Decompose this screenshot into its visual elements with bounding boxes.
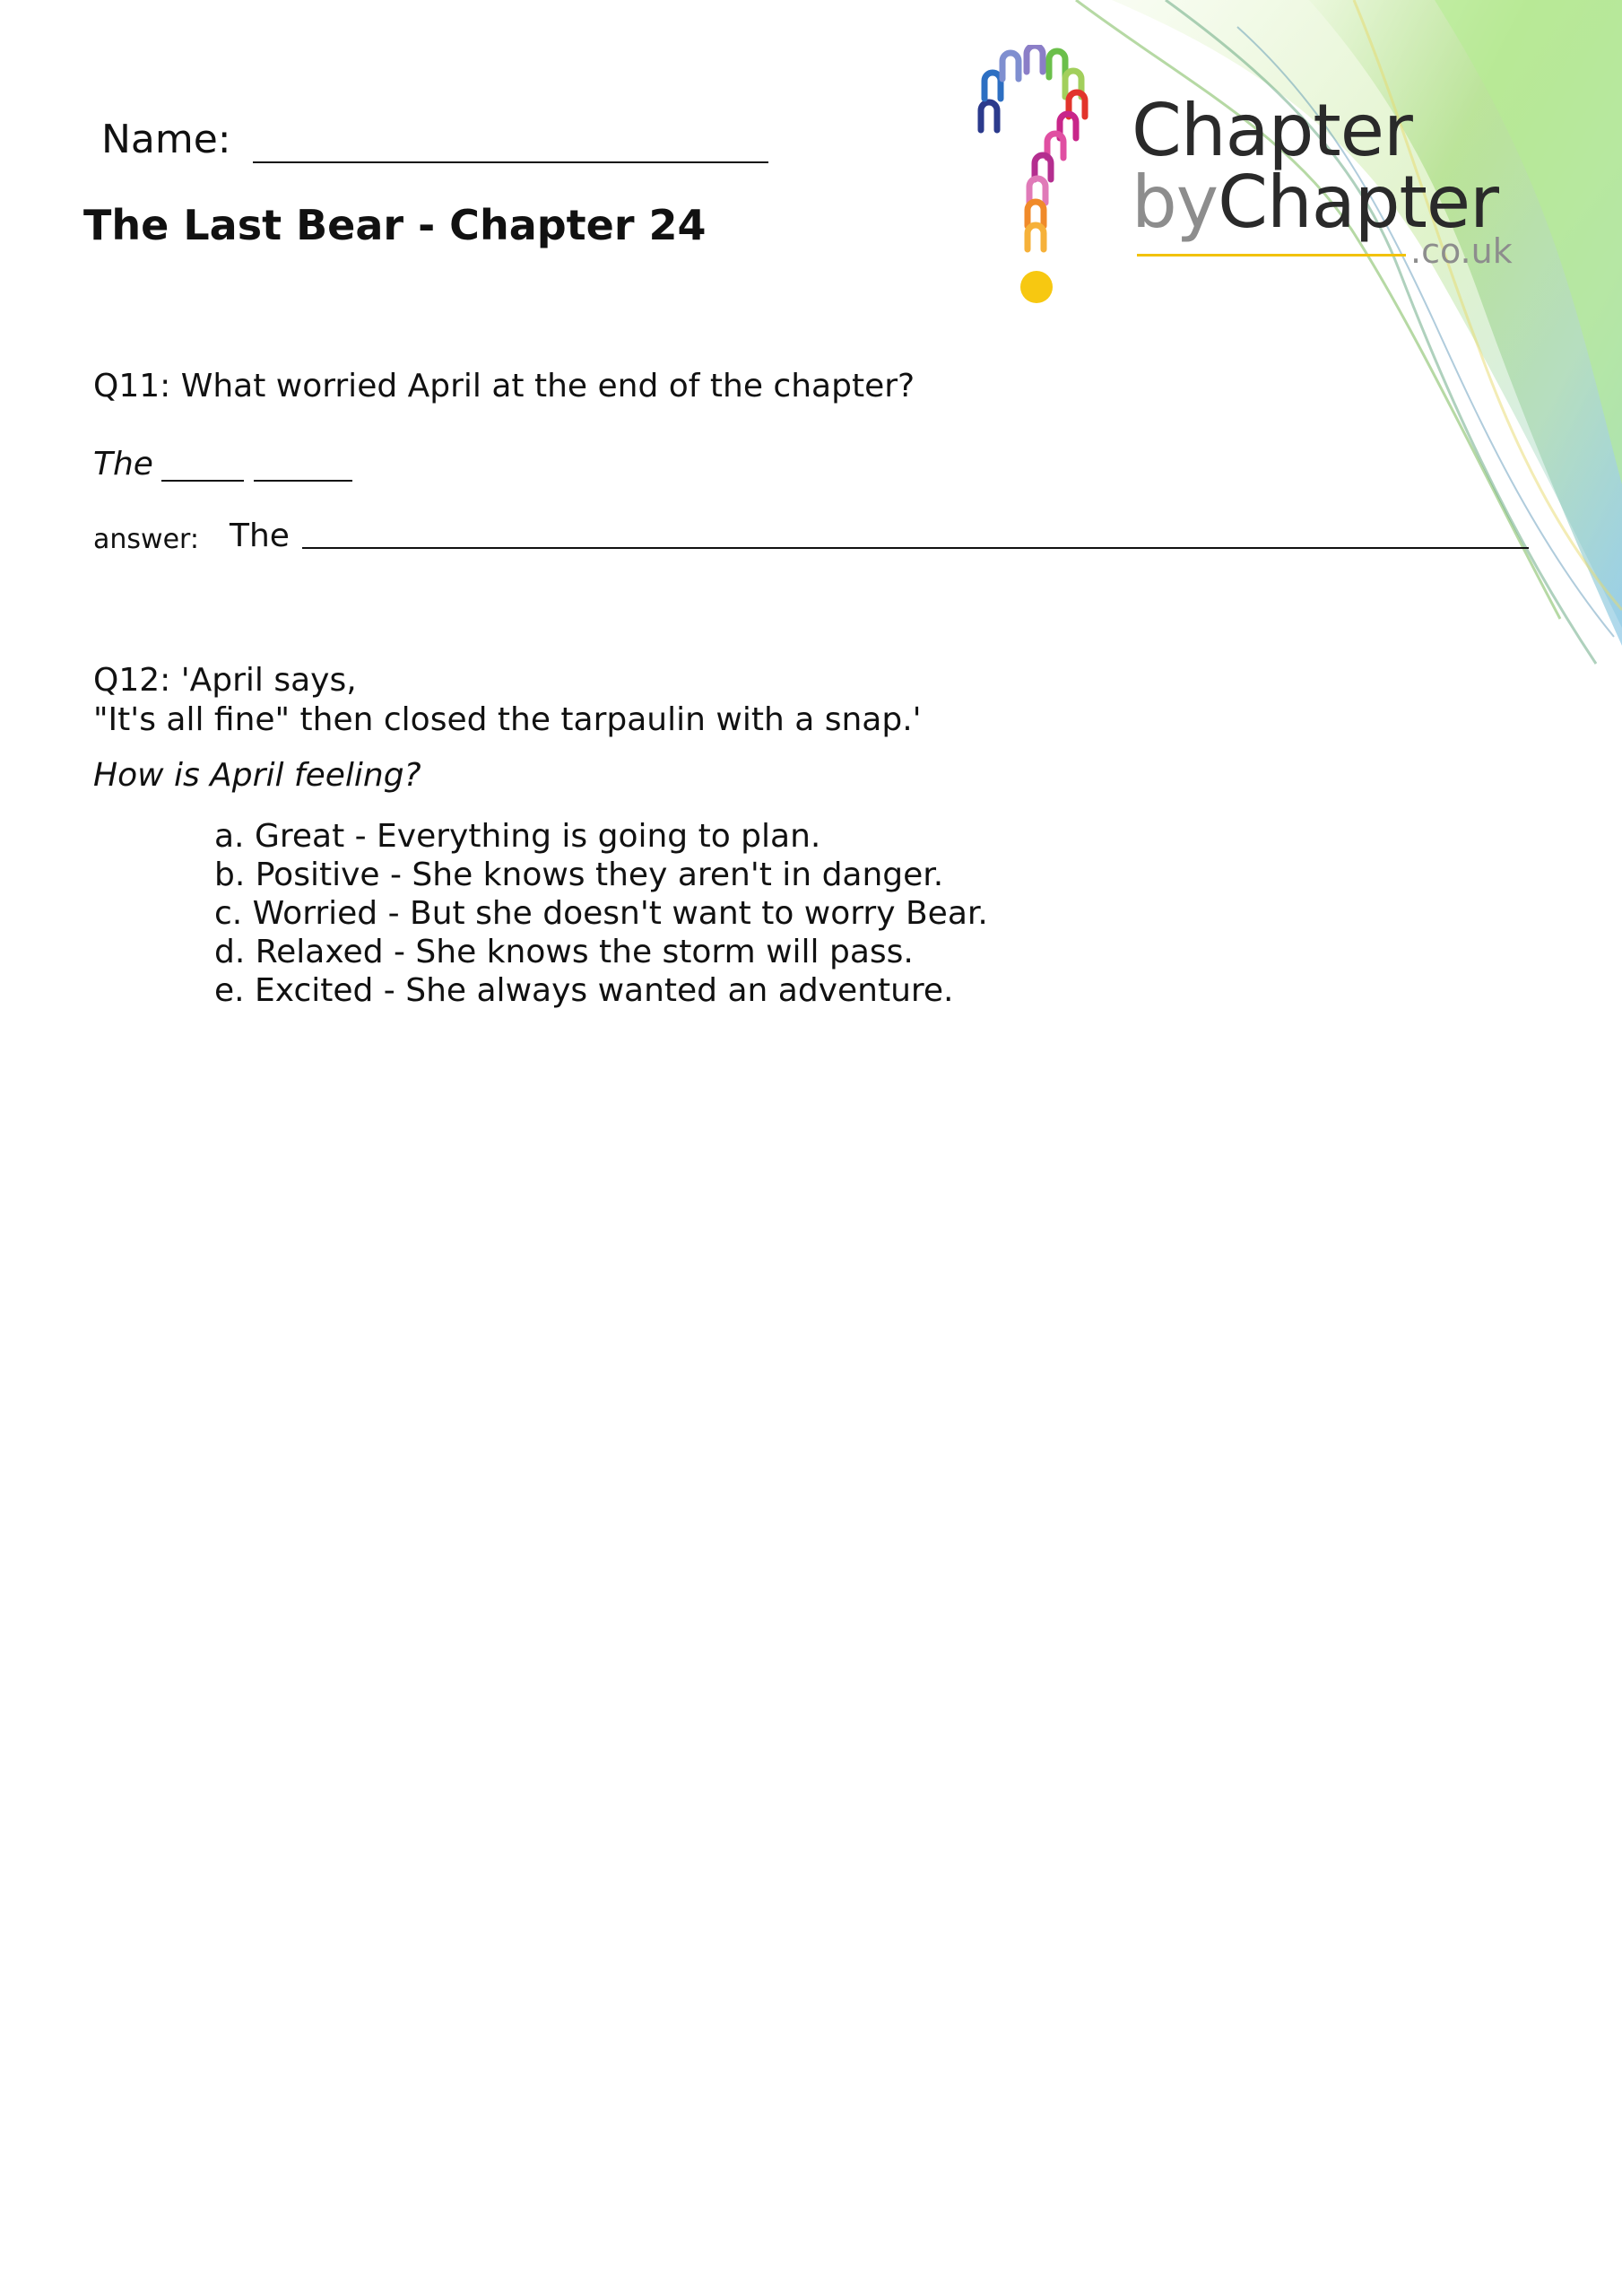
logo-underline <box>1137 254 1406 257</box>
logo-domain-suffix: .co.uk <box>1410 231 1513 271</box>
logo-text-chapter-2: Chapter <box>1218 161 1498 244</box>
q12-option-e[interactable]: e. Excited - She always wanted an adventure. <box>214 972 954 1009</box>
question-12-line-2: "It's all fine" then closed the tarpaulin with a snap.' <box>93 701 922 738</box>
q11-hint-prefix: The <box>93 446 153 483</box>
logo-text-by: by <box>1132 161 1219 244</box>
name-label: Name: <box>101 117 231 162</box>
q11-answer-label: answer: <box>93 524 199 555</box>
q12-option-a[interactable]: a. Great - Everything is going to plan. <box>214 818 821 855</box>
logo-text-chapter: Chapter <box>1132 89 1412 172</box>
q12-option-b[interactable]: b. Positive - She knows they aren't in danger. <box>214 857 944 893</box>
q11-hint-blank-2 <box>254 480 352 482</box>
q11-hint-blank-1 <box>161 480 244 482</box>
question-11-text: Q11: What worried April at the end of the chapter? <box>93 368 915 404</box>
q11-answer-line[interactable] <box>302 547 1529 549</box>
question-12-line-1: Q12: 'April says, <box>93 662 357 699</box>
q12-option-c[interactable]: c. Worried - But she doesn't want to worry Bear. <box>214 895 988 932</box>
q12-option-d[interactable]: d. Relaxed - She knows the storm will pass. <box>214 934 914 970</box>
q12-options-list <box>214 817 988 1010</box>
question-mark-of-books-icon <box>959 45 1121 314</box>
question-12-text <box>93 661 922 740</box>
logo-text-by-chapter <box>1132 161 1498 244</box>
q11-answer-prefix: The <box>230 517 290 554</box>
worksheet-title: The Last Bear - Chapter 24 <box>83 201 707 249</box>
question-12-prompt: How is April feeling? <box>93 757 421 794</box>
name-input-line[interactable] <box>253 161 768 163</box>
